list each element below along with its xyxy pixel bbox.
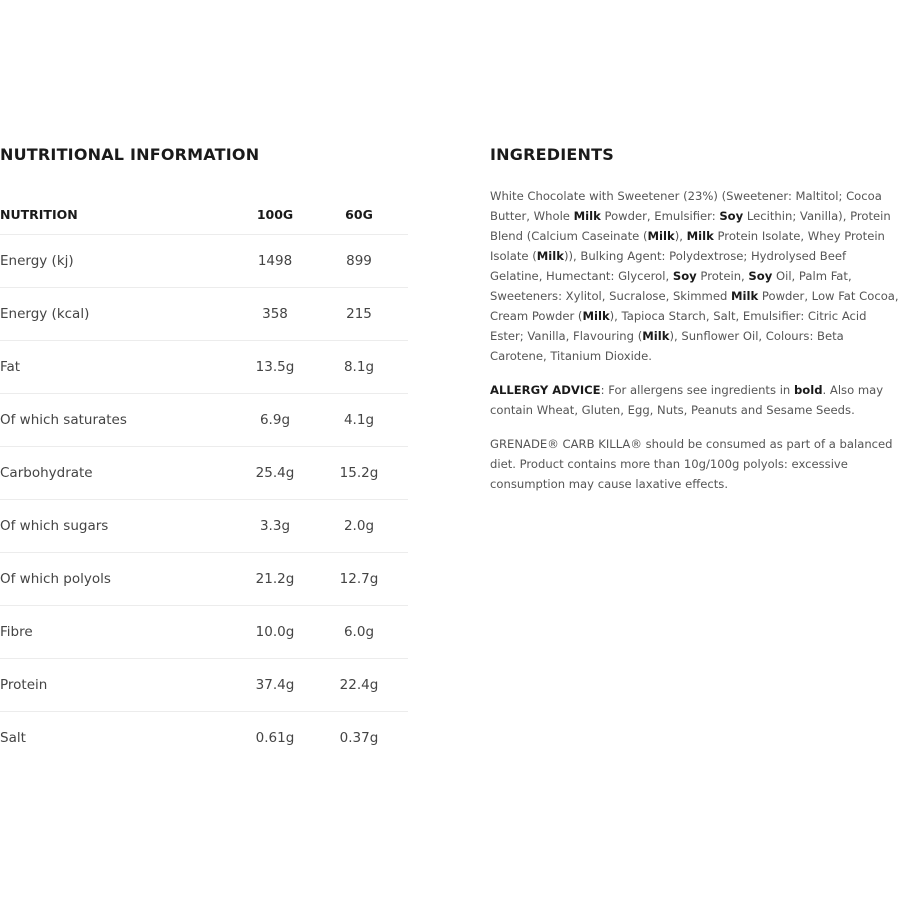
value-per-60g: 0.37g bbox=[339, 730, 379, 746]
table-row bbox=[0, 288, 408, 341]
nutrient-name: Of which saturates bbox=[0, 394, 240, 447]
allergen-word: Milk bbox=[536, 249, 564, 263]
allergy-bold-word: bold bbox=[793, 383, 823, 397]
allergen-word: Milk bbox=[647, 229, 675, 243]
nutrient-name: Of which sugars bbox=[0, 500, 240, 553]
nutrient-name: Energy (kj) bbox=[0, 235, 240, 288]
value-per-60g: 22.4g bbox=[310, 659, 408, 712]
allergy-text-1: : For allergens see ingredients in bbox=[600, 383, 794, 397]
ingredient-text: ), bbox=[674, 229, 687, 243]
value-per-100g: 0.61g bbox=[255, 730, 295, 746]
table-row bbox=[0, 394, 408, 447]
value-per-100g: 3.3g bbox=[240, 500, 310, 553]
value-per-60g: 8.1g bbox=[310, 341, 408, 394]
ingredients-list bbox=[490, 186, 900, 366]
value-per-100g: 13.5g bbox=[240, 341, 310, 394]
allergy-advice bbox=[490, 380, 900, 420]
nutrient-name: Energy (kcal) bbox=[0, 288, 240, 341]
allergen-word: Milk bbox=[731, 289, 759, 303]
ingredient-text: Powder, Low Fat Cocoa, Cream Powder ( bbox=[490, 289, 899, 323]
ingredients-body bbox=[490, 186, 900, 494]
allergen-word: Milk bbox=[582, 309, 610, 323]
value-per-60g: 6.0g bbox=[310, 606, 408, 659]
nutrient-name: Carbohydrate bbox=[0, 447, 240, 500]
nutrient-name: Salt bbox=[0, 730, 26, 746]
allergen-word: Milk bbox=[686, 229, 714, 243]
table-row bbox=[0, 659, 408, 712]
table-row bbox=[0, 341, 408, 394]
nutrition-header-row bbox=[0, 194, 408, 235]
ingredient-text: Oil, Palm Fat, Sweeteners: Xylitol, Sucralose, Skimmed bbox=[490, 269, 852, 303]
ingredient-text: ), Sunflower Oil, Colours: Beta Carotene, Titanium Dioxide. bbox=[490, 329, 844, 363]
nutrient-name: Fibre bbox=[0, 606, 240, 659]
table-row bbox=[0, 553, 408, 606]
ingredient-text: )), Bulking Agent: Polydextrose; Hydrolysed Beef Gelatine, Humectant: Glycerol, bbox=[490, 249, 847, 283]
value-per-100g: 6.9g bbox=[240, 394, 310, 447]
allergen-word: Milk bbox=[642, 329, 670, 343]
value-per-60g: 4.1g bbox=[310, 394, 408, 447]
table-row bbox=[0, 606, 408, 659]
consumption-notice: GRENADE® CARB KILLA® should be consumed as part of a balanced diet. Product contains more than 10g/100g polyols: excessive consumption may cause laxative effects. bbox=[490, 437, 893, 491]
value-per-60g: 15.2g bbox=[310, 447, 408, 500]
nutrition-section bbox=[0, 142, 410, 764]
table-row bbox=[0, 235, 408, 288]
value-per-60g: 2.0g bbox=[310, 500, 408, 553]
header-nutrition: NUTRITION bbox=[0, 194, 240, 235]
value-per-60g: 899 bbox=[310, 235, 408, 288]
value-per-60g: 215 bbox=[310, 288, 408, 341]
allergen-word: Soy bbox=[672, 269, 697, 283]
ingredient-text: ), Tapioca Starch, Salt, Emulsifier: Citric Acid Ester; Vanilla, Flavouring ( bbox=[490, 309, 867, 343]
nutrition-table bbox=[0, 194, 408, 764]
ingredients-section bbox=[490, 142, 900, 508]
table-row bbox=[0, 447, 408, 500]
table-row bbox=[0, 712, 408, 765]
nutrition-title: NUTRITIONAL INFORMATION bbox=[0, 145, 260, 164]
ingredient-text: Lecithin; Vanilla), Protein Blend (Calcium Caseinate ( bbox=[490, 209, 891, 243]
nutrition-table-body bbox=[0, 235, 408, 765]
value-per-100g: 10.0g bbox=[240, 606, 310, 659]
ingredients-title: INGREDIENTS bbox=[490, 145, 614, 164]
ingredient-text: Powder, Emulsifier: bbox=[600, 209, 720, 223]
value-per-100g: 1498 bbox=[240, 235, 310, 288]
value-per-100g: 37.4g bbox=[240, 659, 310, 712]
value-per-60g: 12.7g bbox=[310, 553, 408, 606]
table-row bbox=[0, 500, 408, 553]
ingredient-text: Protein Isolate, Whey Protein Isolate ( bbox=[490, 229, 885, 263]
ingredient-text: Protein, bbox=[696, 269, 749, 283]
nutrient-name: Protein bbox=[0, 659, 240, 712]
nutrient-name: Of which polyols bbox=[0, 553, 240, 606]
ingredient-text: White Chocolate with Sweetener (23%) (Sweetener: Maltitol; Cocoa Butter, Whole bbox=[490, 189, 882, 223]
allergy-label: ALLERGY ADVICE bbox=[490, 383, 601, 397]
value-per-100g: 358 bbox=[240, 288, 310, 341]
header-60g: 60G bbox=[310, 194, 408, 235]
allergen-word: Milk bbox=[573, 209, 601, 223]
allergen-word: Soy bbox=[719, 209, 744, 223]
header-100g: 100G bbox=[240, 194, 310, 235]
value-per-100g: 25.4g bbox=[240, 447, 310, 500]
nutrient-name: Fat bbox=[0, 341, 240, 394]
value-per-100g: 21.2g bbox=[240, 553, 310, 606]
allergen-word: Soy bbox=[748, 269, 773, 283]
allergy-text-2: . Also may contain Wheat, Gluten, Egg, Nuts, Peanuts and Sesame Seeds. bbox=[490, 383, 884, 417]
